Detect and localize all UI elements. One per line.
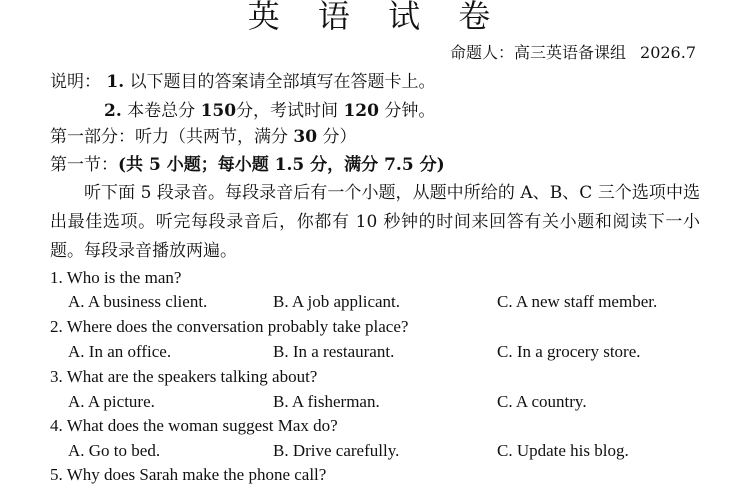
q2-option-a: A. In an office. (68, 342, 172, 361)
section1-each: 1.5 (274, 155, 305, 175)
listening-directions: 听下面 5 段录音。每段录音后有一个小题，从题中所给的 A、B、C 三个选项中选出最佳选项。听完每段录音后，你都有 10 秒钟的时间来回答有关小题和阅读下一小题。每段录音播放两遍。 (50, 183, 700, 261)
exam-title: 英 语 试 卷 (247, 0, 505, 35)
exam-time: 120 (343, 101, 379, 121)
section1-t2: 分，满分 (310, 155, 379, 175)
part1-heading (50, 125, 356, 149)
instruction-2-mid: 分，考试时间 (236, 101, 339, 121)
q1-option-a: A. A business client. (68, 292, 208, 311)
section1-label: 第一节： (50, 155, 118, 175)
part1-score: 30 (293, 127, 318, 147)
section1-total: 7.5 (384, 155, 414, 175)
question-2: 2. Where does the conversation probably take place? (50, 317, 409, 336)
instruction-1 (50, 70, 436, 94)
author-line (450, 42, 696, 64)
instruction-1-text: 以下题目的答案请全部填写在答题卡上。 (129, 72, 436, 92)
q3-option-a: A. A picture. (68, 392, 155, 411)
section1-t3: 分) (419, 155, 445, 175)
instruction-2-post: 分钟。 (384, 101, 436, 121)
section1-count: 5 (148, 155, 161, 175)
section1-open: (共 (118, 155, 144, 175)
q1-option-b: B. A job applicant. (273, 292, 401, 311)
total-score: 150 (200, 101, 237, 121)
q4-option-b: B. Drive carefully. (273, 441, 400, 460)
question-3: 3. What are the speakers talking about? (50, 367, 318, 386)
q4-option-a: A. Go to bed. (68, 441, 161, 460)
section1-t1: 小题；每小题 (166, 155, 269, 175)
question-5: 5. Why does Sarah make the phone call? (50, 465, 327, 484)
q2-option-c: C. In a grocery store. (497, 342, 641, 361)
part1-pre: 第一部分：听力（共两节，满分 (50, 127, 288, 147)
q2-option-b: B. In a restaurant. (273, 342, 395, 361)
section1-heading (50, 153, 445, 177)
part1-post: 分） (322, 127, 357, 147)
question-1: 1. Who is the man? (50, 268, 182, 287)
q3-option-b: B. A fisherman. (273, 392, 380, 411)
exam-date: 2026.7 (640, 43, 696, 62)
q3-option-c: C. A country. (497, 392, 587, 411)
instruction-2-pre: 本卷总分 (127, 101, 196, 121)
instructions-label: 说明： (50, 72, 101, 92)
q1-option-c: C. A new staff member. (497, 292, 658, 311)
instruction-2-number: 2. (104, 101, 122, 121)
author-label: 命题人：高三英语备课组 (450, 43, 627, 62)
question-4: 4. What does the woman suggest Max do? (50, 416, 338, 435)
instruction-2 (104, 99, 435, 123)
q4-option-c: C. Update his blog. (497, 441, 629, 460)
instruction-1-number: 1. (106, 72, 125, 92)
